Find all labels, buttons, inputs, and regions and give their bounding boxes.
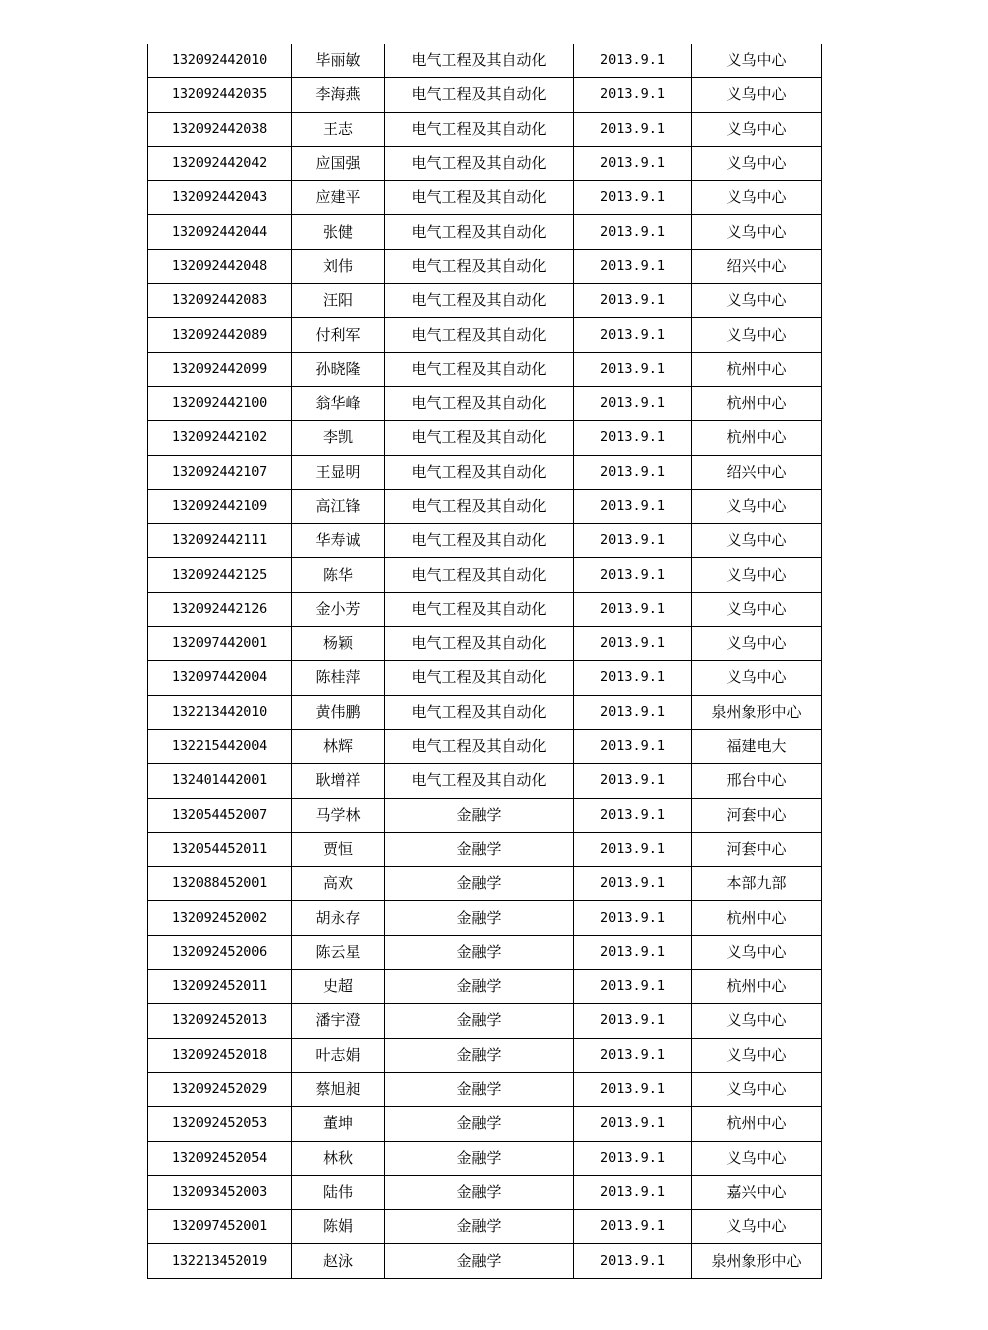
study-center-cell: 河套中心 <box>692 832 822 866</box>
student-id-cell: 132092452053 <box>148 1107 292 1141</box>
enroll-date-cell: 2013.9.1 <box>574 1004 692 1038</box>
major-cell: 金融学 <box>385 1244 574 1278</box>
study-center-cell: 杭州中心 <box>692 970 822 1004</box>
student-name-cell: 高江锋 <box>292 489 385 523</box>
student-id-cell: 132097442004 <box>148 661 292 695</box>
table-row <box>148 112 822 146</box>
student-name-cell: 陈云星 <box>292 935 385 969</box>
student-name-cell: 黄伟鹏 <box>292 695 385 729</box>
student-name-cell: 李凯 <box>292 421 385 455</box>
table-row <box>148 832 822 866</box>
student-id-cell: 132092442109 <box>148 489 292 523</box>
major-cell: 电气工程及其自动化 <box>385 112 574 146</box>
major-cell: 电气工程及其自动化 <box>385 181 574 215</box>
student-id-cell: 132088452001 <box>148 867 292 901</box>
student-name-cell: 王显明 <box>292 455 385 489</box>
student-name-cell: 应建平 <box>292 181 385 215</box>
enroll-date-cell: 2013.9.1 <box>574 146 692 180</box>
student-name-cell: 贾恒 <box>292 832 385 866</box>
major-cell: 金融学 <box>385 1175 574 1209</box>
student-name-cell: 马学林 <box>292 798 385 832</box>
enroll-date-cell: 2013.9.1 <box>574 181 692 215</box>
major-cell: 电气工程及其自动化 <box>385 352 574 386</box>
student-name-cell: 金小芳 <box>292 592 385 626</box>
enroll-date-cell: 2013.9.1 <box>574 78 692 112</box>
enroll-date-cell: 2013.9.1 <box>574 284 692 318</box>
enroll-date-cell: 2013.9.1 <box>574 1244 692 1278</box>
study-center-cell: 义乌中心 <box>692 592 822 626</box>
study-center-cell: 义乌中心 <box>692 284 822 318</box>
table-row <box>148 935 822 969</box>
enroll-date-cell: 2013.9.1 <box>574 489 692 523</box>
student-name-cell: 董坤 <box>292 1107 385 1141</box>
student-name-cell: 陈华 <box>292 558 385 592</box>
table-row <box>148 1175 822 1209</box>
student-name-cell: 蔡旭昶 <box>292 1072 385 1106</box>
study-center-cell: 义乌中心 <box>692 146 822 180</box>
student-id-cell: 132092442125 <box>148 558 292 592</box>
table-row <box>148 1244 822 1278</box>
enroll-date-cell: 2013.9.1 <box>574 421 692 455</box>
major-cell: 电气工程及其自动化 <box>385 386 574 420</box>
major-cell: 电气工程及其自动化 <box>385 455 574 489</box>
student-name-cell: 林辉 <box>292 729 385 763</box>
table-row <box>148 661 822 695</box>
enroll-date-cell: 2013.9.1 <box>574 249 692 283</box>
major-cell: 电气工程及其自动化 <box>385 284 574 318</box>
table-row <box>148 1210 822 1244</box>
table-row <box>148 455 822 489</box>
table-row <box>148 901 822 935</box>
major-cell: 电气工程及其自动化 <box>385 627 574 661</box>
enroll-date-cell: 2013.9.1 <box>574 1072 692 1106</box>
student-name-cell: 史超 <box>292 970 385 1004</box>
student-id-cell: 132097442001 <box>148 627 292 661</box>
major-cell: 电气工程及其自动化 <box>385 558 574 592</box>
table-row <box>148 318 822 352</box>
student-id-cell: 132092442102 <box>148 421 292 455</box>
student-id-cell: 132213452019 <box>148 1244 292 1278</box>
table-row <box>148 798 822 832</box>
major-cell: 电气工程及其自动化 <box>385 249 574 283</box>
enroll-date-cell: 2013.9.1 <box>574 901 692 935</box>
study-center-cell: 义乌中心 <box>692 1038 822 1072</box>
student-name-cell: 李海燕 <box>292 78 385 112</box>
student-id-cell: 132092452013 <box>148 1004 292 1038</box>
student-id-cell: 132093452003 <box>148 1175 292 1209</box>
major-cell: 金融学 <box>385 867 574 901</box>
student-name-cell: 毕丽敏 <box>292 44 385 78</box>
study-center-cell: 杭州中心 <box>692 352 822 386</box>
table-row <box>148 695 822 729</box>
student-id-cell: 132092442010 <box>148 44 292 78</box>
study-center-cell: 义乌中心 <box>692 1210 822 1244</box>
enroll-date-cell: 2013.9.1 <box>574 215 692 249</box>
study-center-cell: 泉州象形中心 <box>692 695 822 729</box>
student-id-cell: 132092442038 <box>148 112 292 146</box>
study-center-cell: 本部九部 <box>692 867 822 901</box>
table-row <box>148 1141 822 1175</box>
major-cell: 金融学 <box>385 1038 574 1072</box>
student-id-cell: 132092442083 <box>148 284 292 318</box>
major-cell: 电气工程及其自动化 <box>385 44 574 78</box>
student-name-cell: 杨颖 <box>292 627 385 661</box>
study-center-cell: 义乌中心 <box>692 44 822 78</box>
major-cell: 电气工程及其自动化 <box>385 729 574 763</box>
student-id-cell: 132092452011 <box>148 970 292 1004</box>
enroll-date-cell: 2013.9.1 <box>574 832 692 866</box>
student-name-cell: 赵泳 <box>292 1244 385 1278</box>
major-cell: 电气工程及其自动化 <box>385 764 574 798</box>
student-name-cell: 应国强 <box>292 146 385 180</box>
student-name-cell: 王志 <box>292 112 385 146</box>
table-row <box>148 352 822 386</box>
student-name-cell: 耿增祥 <box>292 764 385 798</box>
major-cell: 电气工程及其自动化 <box>385 78 574 112</box>
student-id-cell: 132092452002 <box>148 901 292 935</box>
major-cell: 电气工程及其自动化 <box>385 421 574 455</box>
study-center-cell: 杭州中心 <box>692 386 822 420</box>
study-center-cell: 义乌中心 <box>692 1004 822 1038</box>
enroll-date-cell: 2013.9.1 <box>574 1141 692 1175</box>
table-row <box>148 146 822 180</box>
study-center-cell: 义乌中心 <box>692 935 822 969</box>
student-id-cell: 132401442001 <box>148 764 292 798</box>
student-name-cell: 陈娟 <box>292 1210 385 1244</box>
study-center-cell: 杭州中心 <box>692 1107 822 1141</box>
study-center-cell: 福建电大 <box>692 729 822 763</box>
major-cell: 金融学 <box>385 798 574 832</box>
table-row <box>148 558 822 592</box>
enroll-date-cell: 2013.9.1 <box>574 1107 692 1141</box>
study-center-cell: 义乌中心 <box>692 1072 822 1106</box>
study-center-cell: 义乌中心 <box>692 1141 822 1175</box>
study-center-cell: 杭州中心 <box>692 421 822 455</box>
study-center-cell: 河套中心 <box>692 798 822 832</box>
major-cell: 电气工程及其自动化 <box>385 592 574 626</box>
enroll-date-cell: 2013.9.1 <box>574 798 692 832</box>
table-row <box>148 729 822 763</box>
student-name-cell: 刘伟 <box>292 249 385 283</box>
student-id-cell: 132213442010 <box>148 695 292 729</box>
major-cell: 电气工程及其自动化 <box>385 524 574 558</box>
student-id-cell: 132092452029 <box>148 1072 292 1106</box>
study-center-cell: 义乌中心 <box>692 181 822 215</box>
table-row <box>148 489 822 523</box>
study-center-cell: 绍兴中心 <box>692 249 822 283</box>
major-cell: 金融学 <box>385 935 574 969</box>
student-name-cell: 高欢 <box>292 867 385 901</box>
major-cell: 金融学 <box>385 1004 574 1038</box>
student-name-cell: 陈桂萍 <box>292 661 385 695</box>
table-row <box>148 421 822 455</box>
enroll-date-cell: 2013.9.1 <box>574 661 692 695</box>
enroll-date-cell: 2013.9.1 <box>574 318 692 352</box>
major-cell: 金融学 <box>385 1210 574 1244</box>
study-center-cell: 义乌中心 <box>692 627 822 661</box>
student-name-cell: 张健 <box>292 215 385 249</box>
study-center-cell: 义乌中心 <box>692 661 822 695</box>
student-id-cell: 132092442100 <box>148 386 292 420</box>
enroll-date-cell: 2013.9.1 <box>574 1038 692 1072</box>
enroll-date-cell: 2013.9.1 <box>574 1210 692 1244</box>
student-name-cell: 胡永存 <box>292 901 385 935</box>
student-name-cell: 林秋 <box>292 1141 385 1175</box>
enroll-date-cell: 2013.9.1 <box>574 970 692 1004</box>
study-center-cell: 嘉兴中心 <box>692 1175 822 1209</box>
study-center-cell: 义乌中心 <box>692 112 822 146</box>
major-cell: 金融学 <box>385 1107 574 1141</box>
enroll-date-cell: 2013.9.1 <box>574 935 692 969</box>
student-id-cell: 132092452054 <box>148 1141 292 1175</box>
student-table <box>147 44 822 1279</box>
major-cell: 电气工程及其自动化 <box>385 318 574 352</box>
study-center-cell: 义乌中心 <box>692 318 822 352</box>
student-id-cell: 132092442048 <box>148 249 292 283</box>
enroll-date-cell: 2013.9.1 <box>574 627 692 661</box>
student-id-cell: 132092442089 <box>148 318 292 352</box>
student-name-cell: 汪阳 <box>292 284 385 318</box>
student-name-cell: 潘宇澄 <box>292 1004 385 1038</box>
major-cell: 金融学 <box>385 901 574 935</box>
table-row <box>148 1072 822 1106</box>
enroll-date-cell: 2013.9.1 <box>574 386 692 420</box>
student-id-cell: 132092442042 <box>148 146 292 180</box>
table-row <box>148 284 822 318</box>
study-center-cell: 邢台中心 <box>692 764 822 798</box>
student-name-cell: 华寿诚 <box>292 524 385 558</box>
enroll-date-cell: 2013.9.1 <box>574 112 692 146</box>
major-cell: 金融学 <box>385 1072 574 1106</box>
table-row <box>148 1038 822 1072</box>
student-id-cell: 132092442126 <box>148 592 292 626</box>
enroll-date-cell: 2013.9.1 <box>574 524 692 558</box>
student-name-cell: 叶志娟 <box>292 1038 385 1072</box>
study-center-cell: 义乌中心 <box>692 558 822 592</box>
enroll-date-cell: 2013.9.1 <box>574 764 692 798</box>
table-row <box>148 1107 822 1141</box>
enroll-date-cell: 2013.9.1 <box>574 44 692 78</box>
enroll-date-cell: 2013.9.1 <box>574 592 692 626</box>
study-center-cell: 义乌中心 <box>692 78 822 112</box>
study-center-cell: 义乌中心 <box>692 524 822 558</box>
table-row <box>148 215 822 249</box>
enroll-date-cell: 2013.9.1 <box>574 729 692 763</box>
major-cell: 金融学 <box>385 970 574 1004</box>
major-cell: 电气工程及其自动化 <box>385 146 574 180</box>
major-cell: 电气工程及其自动化 <box>385 661 574 695</box>
study-center-cell: 义乌中心 <box>692 215 822 249</box>
student-name-cell: 孙晓隆 <box>292 352 385 386</box>
table-row <box>148 970 822 1004</box>
major-cell: 金融学 <box>385 1141 574 1175</box>
student-id-cell: 132092442099 <box>148 352 292 386</box>
student-id-cell: 132054452007 <box>148 798 292 832</box>
student-name-cell: 付利军 <box>292 318 385 352</box>
student-id-cell: 132092452018 <box>148 1038 292 1072</box>
student-name-cell: 陆伟 <box>292 1175 385 1209</box>
table-row <box>148 764 822 798</box>
student-id-cell: 132092442044 <box>148 215 292 249</box>
major-cell: 金融学 <box>385 832 574 866</box>
student-id-cell: 132092442035 <box>148 78 292 112</box>
student-id-cell: 132092442111 <box>148 524 292 558</box>
table-row <box>148 249 822 283</box>
table-row <box>148 181 822 215</box>
student-id-cell: 132215442004 <box>148 729 292 763</box>
table-row <box>148 592 822 626</box>
enroll-date-cell: 2013.9.1 <box>574 455 692 489</box>
major-cell: 电气工程及其自动化 <box>385 489 574 523</box>
student-id-cell: 132097452001 <box>148 1210 292 1244</box>
enroll-date-cell: 2013.9.1 <box>574 352 692 386</box>
student-name-cell: 翁华峰 <box>292 386 385 420</box>
table-row <box>148 524 822 558</box>
major-cell: 电气工程及其自动化 <box>385 215 574 249</box>
enroll-date-cell: 2013.9.1 <box>574 558 692 592</box>
student-id-cell: 132092442043 <box>148 181 292 215</box>
study-center-cell: 义乌中心 <box>692 489 822 523</box>
study-center-cell: 绍兴中心 <box>692 455 822 489</box>
table-row <box>148 1004 822 1038</box>
table-row <box>148 44 822 78</box>
enroll-date-cell: 2013.9.1 <box>574 1175 692 1209</box>
major-cell: 电气工程及其自动化 <box>385 695 574 729</box>
student-table-body <box>148 44 822 1278</box>
student-id-cell: 132054452011 <box>148 832 292 866</box>
study-center-cell: 泉州象形中心 <box>692 1244 822 1278</box>
table-row <box>148 627 822 661</box>
enroll-date-cell: 2013.9.1 <box>574 695 692 729</box>
study-center-cell: 杭州中心 <box>692 901 822 935</box>
table-row <box>148 867 822 901</box>
student-id-cell: 132092442107 <box>148 455 292 489</box>
student-id-cell: 132092452006 <box>148 935 292 969</box>
table-row <box>148 78 822 112</box>
enroll-date-cell: 2013.9.1 <box>574 867 692 901</box>
table-row <box>148 386 822 420</box>
